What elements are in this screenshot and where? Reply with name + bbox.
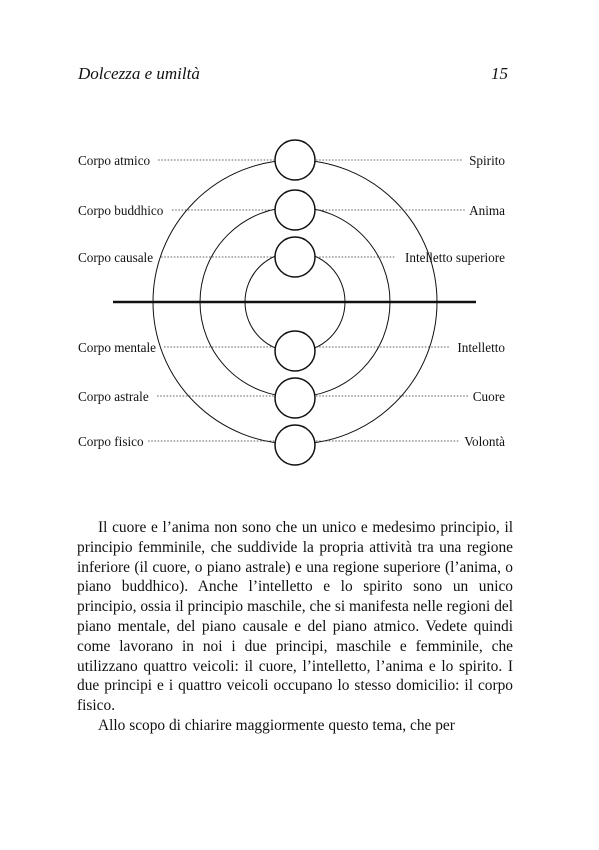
running-head: Dolcezza e umiltà bbox=[78, 64, 200, 83]
page-number: 15 bbox=[491, 64, 508, 83]
body-text bbox=[77, 518, 513, 736]
label-corpo-causale: Corpo causale bbox=[78, 250, 154, 265]
causal-body-circle bbox=[275, 237, 315, 277]
label-corpo-buddhico: Corpo buddhico bbox=[78, 203, 164, 218]
physical-body-circle bbox=[275, 425, 315, 465]
label-volonta: Volontà bbox=[464, 434, 505, 449]
buddhic-body-circle bbox=[275, 190, 315, 230]
mental-body-circle bbox=[275, 331, 315, 371]
label-corpo-astrale: Corpo astrale bbox=[78, 389, 149, 404]
label-corpo-fisico: Corpo fisico bbox=[78, 434, 144, 449]
paragraph: Il cuore e l’anima non sono che un unico e medesimo principio, il principio femminile, che suddivide la propria attività tra una regione inferiore (il cuore, o piano astrale) e una regione superiore (l’anima, o piano buddhico). Anche l’intelletto e lo spirito sono un unico principio, ossia il principio maschile, che si manifesta nelle regioni del piano mentale, del piano causale e del piano atmico. Vedete quindi come lavorano in noi i due principi, maschile e femminile, che utilizzano quattro veicoli: il cuore, l’intelletto, l’anima e lo spirito. I due principi e i quattro veicoli occupano lo stesso domicilio: il corpo fisico. bbox=[77, 519, 513, 715]
astral-body-circle bbox=[275, 378, 315, 418]
label-corpo-atmico: Corpo atmico bbox=[78, 153, 151, 168]
label-intelletto-superiore: Intelletto superiore bbox=[405, 250, 505, 265]
atmic-body-circle bbox=[275, 140, 315, 180]
label-corpo-mentale: Corpo mentale bbox=[78, 340, 157, 355]
label-cuore: Cuore bbox=[472, 389, 505, 404]
paragraph: Allo scopo di chiarire maggiormente questo tema, che per bbox=[98, 716, 455, 734]
label-anima: Anima bbox=[469, 203, 505, 218]
label-intelletto: Intelletto bbox=[457, 340, 505, 355]
label-spirito: Spirito bbox=[469, 153, 505, 168]
